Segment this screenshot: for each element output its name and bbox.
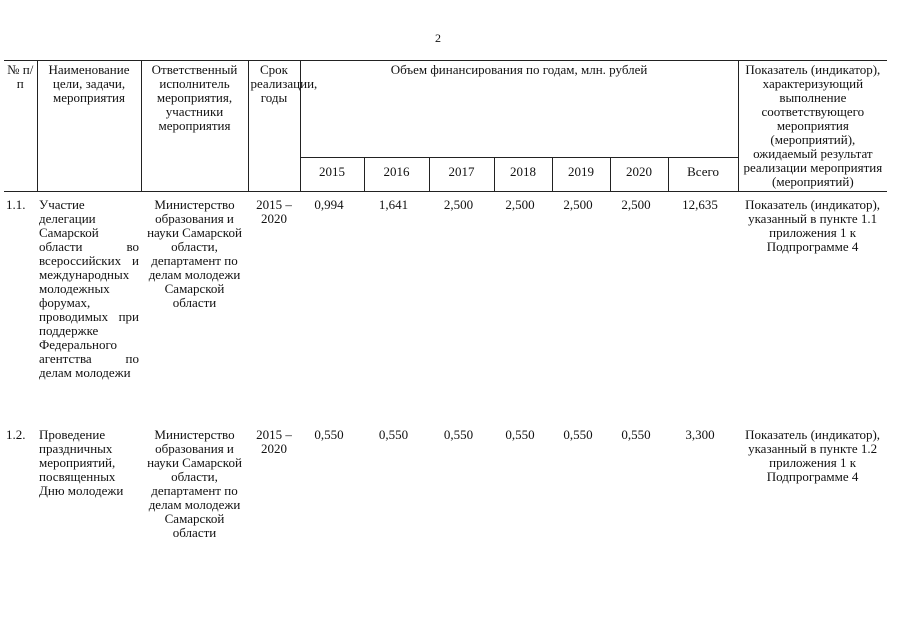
header-funding-group: Объем финансирования по годам, млн. рублей — [300, 61, 738, 158]
header-num: № п/п — [4, 61, 37, 192]
row-indicator: Показатель (индикатор), указанный в пункте 1.2 приложения 1 к Подпрограмме 4 — [745, 427, 881, 484]
header-indicator: Показатель (индикатор), характеризующий выполнение соответствующего мероприятия (мероприятий), ожидаемый результат реализации мероприятия (мероприятий) — [738, 61, 887, 192]
header-year-2016: 2016 — [364, 158, 429, 192]
row-value-2015: 0,994 — [314, 197, 344, 212]
row-num: 1.2. — [6, 427, 26, 442]
row-indicator: Показатель (индикатор), указанный в пункте 1.1 приложения 1 к Подпрограмме 4 — [745, 197, 881, 254]
row-value-2018: 0,550 — [505, 427, 535, 442]
row-value-2016: 0,550 — [378, 427, 409, 442]
row-value-total: 3,300 — [685, 427, 715, 442]
header-year-2015: 2015 — [300, 158, 364, 192]
row-value-2020: 2,500 — [621, 197, 651, 212]
funding-table — [4, 60, 887, 540]
row-value-2016: 1,641 — [378, 197, 409, 212]
row-value-2019: 0,550 — [563, 427, 593, 442]
header-year-2017: 2017 — [429, 158, 494, 192]
row-name: Проведение праздничных мероприятий, посвященных Дню молодежи — [39, 427, 124, 498]
page-number: 2 — [435, 31, 441, 45]
row-executor: Министерство образования и науки Самарской области, департамент по делам молодежи Самарской области — [147, 427, 242, 540]
row-value-2017: 0,550 — [443, 427, 474, 442]
header-name: Наименование цели, задачи, мероприятия — [37, 61, 141, 192]
header-total: Всего — [668, 158, 738, 192]
row-num: 1.1. — [6, 197, 26, 212]
row-term: 2015 – 2020 — [256, 197, 292, 226]
table-row — [4, 420, 887, 540]
header-year-2020: 2020 — [610, 158, 668, 192]
row-value-2015: 0,550 — [314, 427, 344, 442]
row-value-total: 12,635 — [682, 197, 718, 212]
row-value-2017: 2,500 — [443, 197, 474, 212]
row-name: Участие делегации Самарской области во всероссийских и международных молодежных форумах, проводимых при поддержке Федерального агентства по делам молодежи — [39, 197, 139, 380]
row-value-2019: 2,500 — [563, 197, 593, 212]
header-year-2018: 2018 — [494, 158, 552, 192]
header-executor: Ответственный исполнитель мероприятия, участники мероприятия — [141, 61, 248, 192]
row-value-2018: 2,500 — [505, 197, 535, 212]
row-executor: Министерство образования и науки Самарской области, департамент по делам молодежи Самарской области — [147, 197, 242, 310]
table-row — [4, 192, 887, 421]
row-value-2020: 0,550 — [621, 427, 651, 442]
header-term: Срок реализации, годы — [248, 61, 300, 192]
header-year-2019: 2019 — [552, 158, 610, 192]
row-term: 2015 – 2020 — [256, 427, 292, 456]
